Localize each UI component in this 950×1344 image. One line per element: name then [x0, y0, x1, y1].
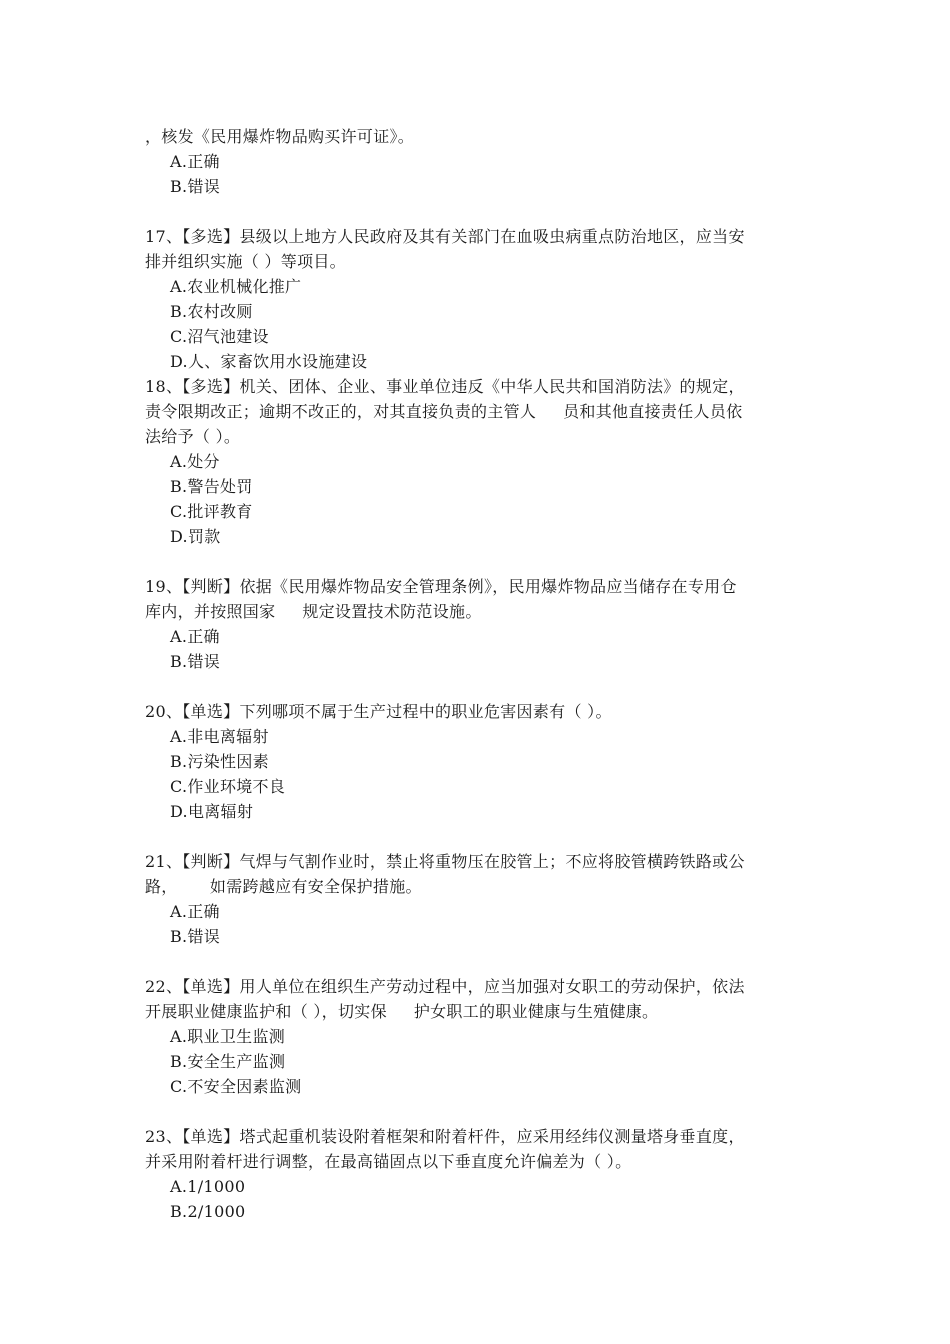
question-stem-line: 责令限期改正；逾期不改正的，对其直接负责的主管人 员和其他直接责任人员依: [145, 402, 743, 421]
question-20: [145, 699, 797, 824]
option-b: B.错误: [170, 652, 221, 671]
question-19: [145, 574, 797, 674]
option-a: A.农业机械化推广: [170, 277, 302, 296]
question-stem-line: 17、【多选】县级以上地方人民政府及其有关部门在血吸虫病重点防治地区，应当安: [145, 227, 745, 246]
option-a: A.1/1000: [170, 1177, 246, 1196]
option-d: D.人、家畜饮用水设施建设: [170, 352, 368, 371]
option-c: C.作业环境不良: [170, 777, 286, 796]
question-stem-line: 路， 如需跨越应有安全保护措施。: [145, 877, 422, 896]
question-stem-line: 排并组织实施（ ）等项目。: [145, 252, 346, 271]
spacer: [145, 674, 797, 699]
question-stem-line: 开展职业健康监护和（ ），切实保 护女职工的职业健康与生殖健康。: [145, 1002, 659, 1021]
option-c: C.沼气池建设: [170, 327, 269, 346]
question-21: [145, 849, 797, 949]
option-b: B.污染性因素: [170, 752, 269, 771]
spacer: [145, 949, 797, 974]
question-17: [145, 224, 797, 374]
option-b: B.错误: [170, 927, 221, 946]
option-d: D.电离辐射: [170, 802, 254, 821]
question-23: [145, 1124, 797, 1224]
option-a: A.正确: [170, 627, 220, 646]
option-a: A.正确: [170, 152, 220, 171]
question-stem-line: 23、【单选】塔式起重机装设附着框架和附着杆件，应采用经纬仪测量塔身垂直度，: [145, 1127, 745, 1146]
question-stem-line: 18、【多选】机关、团体、企业、事业单位违反《中华人民共和国消防法》的规定，: [145, 377, 745, 396]
option-b: B.警告处罚: [170, 477, 253, 496]
option-a: A.非电离辐射: [170, 727, 269, 746]
question-stem-line: 库内，并按照国家 规定设置技术防范设施。: [145, 602, 482, 621]
option-c: C.批评教育: [170, 502, 253, 521]
question-stem-line: ，核发《民用爆炸物品购买许可证》。: [145, 127, 415, 146]
option-b: B.安全生产监测: [170, 1052, 286, 1071]
question-stem-line: 21、【判断】气焊与气割作业时，禁止将重物压在胶管上；不应将胶管横跨铁路或公: [145, 852, 745, 871]
question-fragment: [145, 124, 797, 199]
spacer: [145, 549, 797, 574]
question-18: [145, 374, 797, 549]
option-b: B.农村改厕: [170, 302, 253, 321]
option-a: A.正确: [170, 902, 220, 921]
option-a: A.职业卫生监测: [170, 1027, 286, 1046]
spacer: [145, 1099, 797, 1124]
question-stem-line: 法给予（ ）。: [145, 427, 241, 446]
question-22: [145, 974, 797, 1099]
option-c: C.不安全因素监测: [170, 1077, 302, 1096]
option-d: D.罚款: [170, 527, 221, 546]
spacer: [145, 199, 797, 224]
question-stem-line: 22、【单选】用人单位在组织生产劳动过程中，应当加强对女职工的劳动保护，依法: [145, 977, 745, 996]
question-stem-line: 19、【判断】依据《民用爆炸物品安全管理条例》，民用爆炸物品应当储存在专用仓: [145, 577, 737, 596]
question-stem-line: 并采用附着杆进行调整，在最高锚固点以下垂直度允许偏差为（ ）。: [145, 1152, 632, 1171]
option-b: B.错误: [170, 177, 221, 196]
question-list: [145, 124, 797, 1224]
question-stem-line: 20、【单选】下列哪项不属于生产过程中的职业危害因素有（ ）。: [145, 702, 612, 721]
option-a: A.处分: [170, 452, 220, 471]
option-b: B.2/1000: [170, 1202, 246, 1221]
spacer: [145, 824, 797, 849]
